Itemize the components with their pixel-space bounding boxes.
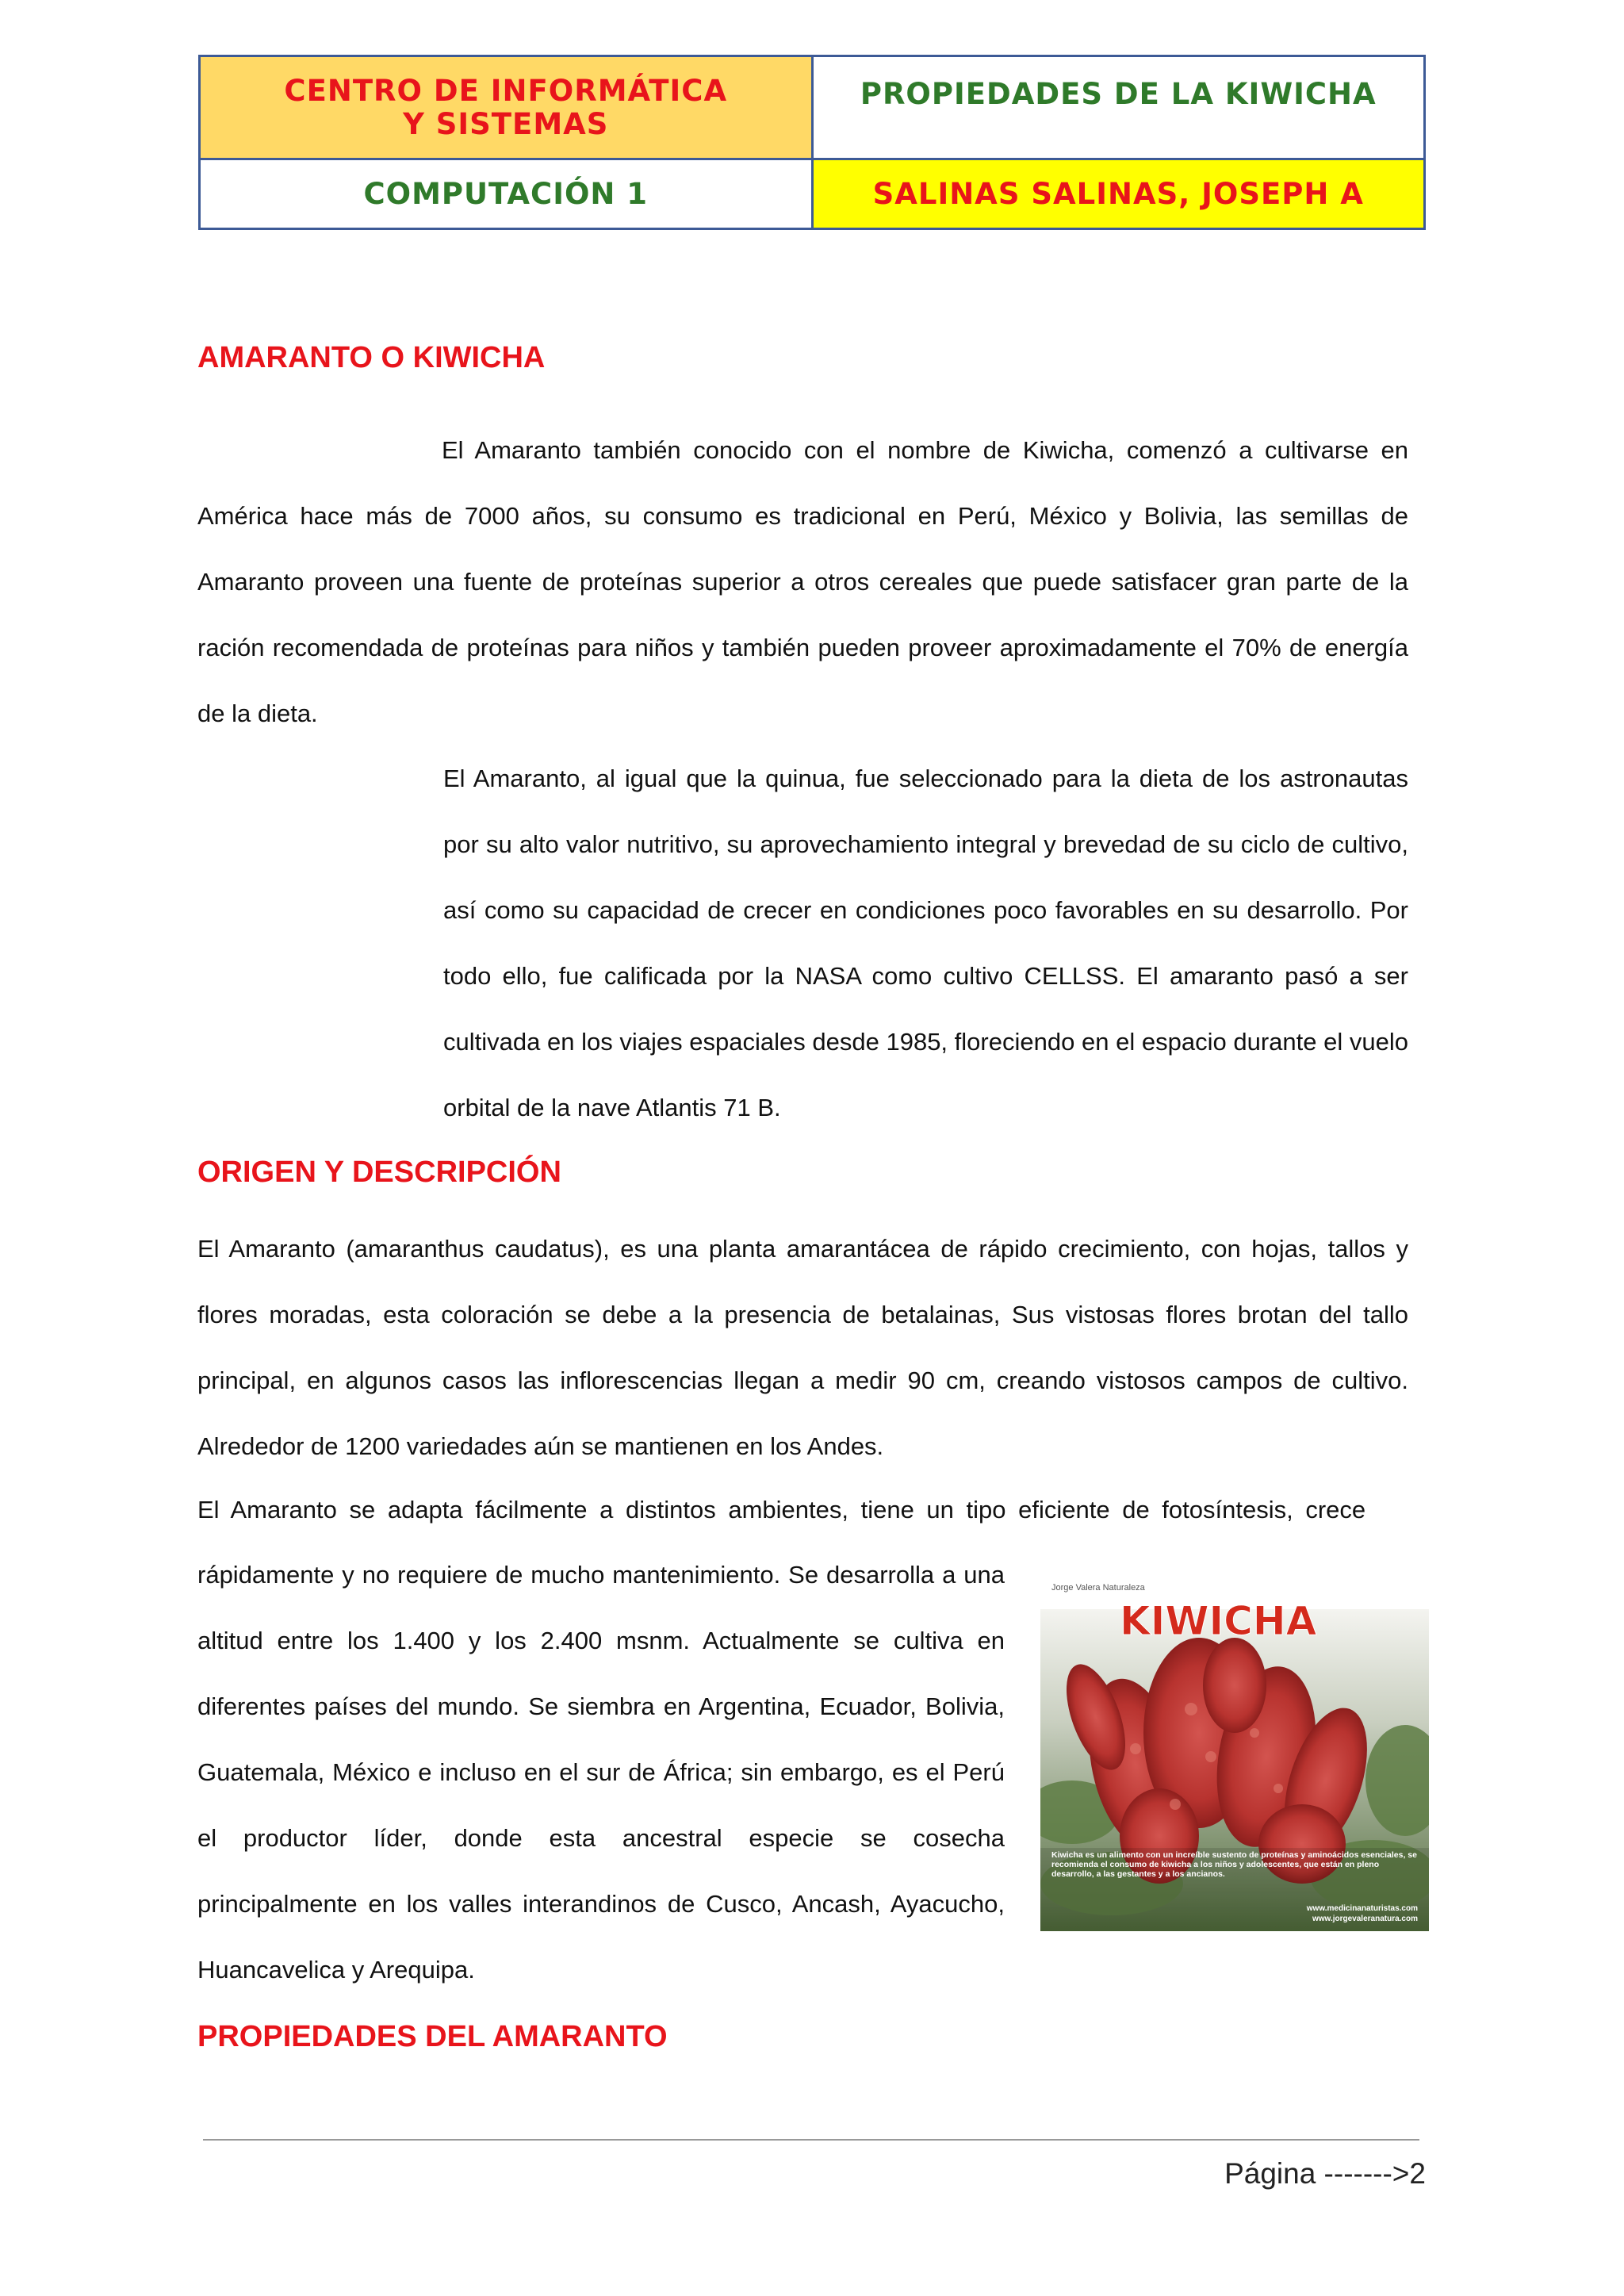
paragraph-intro: El Amaranto también conocido con el nombre de Kiwicha, comenzó a cultivarse en América hace más de 7000 años, su consumo es tradicional en Perú, México y Bolivia, las semillas de Amaranto proveen una fuente de proteínas superior a otros cereales que puede satisfacer gran parte de la ración recomendada de proteínas para niños y también pueden proveer aproximadamente el 70% de energía de la dieta. — [197, 436, 1408, 727]
poster-title: KIWICHA — [1120, 1598, 1317, 1644]
paragraph-adaptacion: El Amaranto se adapta fácilmente a distintos ambientes, tiene un tipo eficiente de fotosíntesis, crece — [197, 1496, 1366, 1524]
poster-brand: Jorge Valera Naturaleza — [1051, 1583, 1145, 1593]
poster-caption: Kiwicha es un alimento con un increíble sustento de proteínas y aminoácidos esenciales, se recomienda el consumo de kiwicha a los niños y adolescentes, que están en pleno desarrollo, a las gestantes y a los ancianos. — [1051, 1850, 1417, 1879]
header-author: SALINAS SALINAS, JOSEPH A — [812, 159, 1425, 229]
header-document-title: PROPIEDADES DE LA KIWICHA — [812, 56, 1425, 159]
kiwicha-poster-image — [1040, 1574, 1429, 1931]
footer-divider — [203, 2139, 1419, 2141]
section-heading-origen: ORIGEN Y DESCRIPCIÓN — [197, 1156, 561, 1189]
page-number: Página ------->2 — [1224, 2157, 1426, 2190]
header-course: COMPUTACIÓN 1 — [200, 159, 813, 229]
poster-url-1: www.medicinanaturistas.com — [1306, 1904, 1418, 1913]
section-heading-propiedades: PROPIEDADES DEL AMARANTO — [197, 2020, 668, 2053]
paragraph-descripcion: El Amaranto (amaranthus caudatus), es una planta amarantácea de rápido crecimiento, con hojas, tallos y flores moradas, esta coloración se debe a la presencia de betalainas, Sus vistosas flores brotan del tallo principal, en algunos casos las inflorescencias llegan a medir 90 cm, creando vistosos campos de cultivo. Alrededor de 1200 variedades aún se mantienen en los Andes. — [197, 1235, 1408, 1460]
paragraph-cultivo: rápidamente y no requiere de mucho mantenimiento. Se desarrolla a una altitud entre los 1.400 y los 2.400 msnm. Actualmente se cultiva en diferentes países del mundo. Se siembra en Argentina, Ecuador, Bolivia, Guatemala, México e incluso en el sur de África; sin embargo, es el Perú el productor líder, donde esta ancestral especie se cosecha principalmente en los valles interandinos de Cusco, Ancash, Ayacucho, Huancavelica y Arequipa. — [197, 1561, 1005, 1984]
poster-url-2: www.jorgevaleranatura.com — [1312, 1915, 1418, 1923]
header-table — [198, 55, 1426, 230]
kiwicha-poster-art — [1040, 1574, 1429, 1931]
section-heading-amaranto: AMARANTO O KIWICHA — [197, 341, 546, 374]
header-institution: CENTRO DE INFORMÁTICA Y SISTEMAS — [200, 56, 813, 159]
paragraph-nasa: El Amaranto, al igual que la quinua, fue seleccionado para la dieta de los astronautas por su alto valor nutritivo, su aprovechamiento integral y brevedad de su ciclo de cultivo, así como su capacidad de crecer en condiciones poco favorables en su desarrollo. Por todo ello, fue calificada por la NASA como cultivo CELLSS. El amaranto pasó a ser cultivada en los viajes espaciales desde 1985, floreciendo en el espacio durante el vuelo orbital de la nave Atlantis 71 B. — [443, 765, 1408, 1121]
